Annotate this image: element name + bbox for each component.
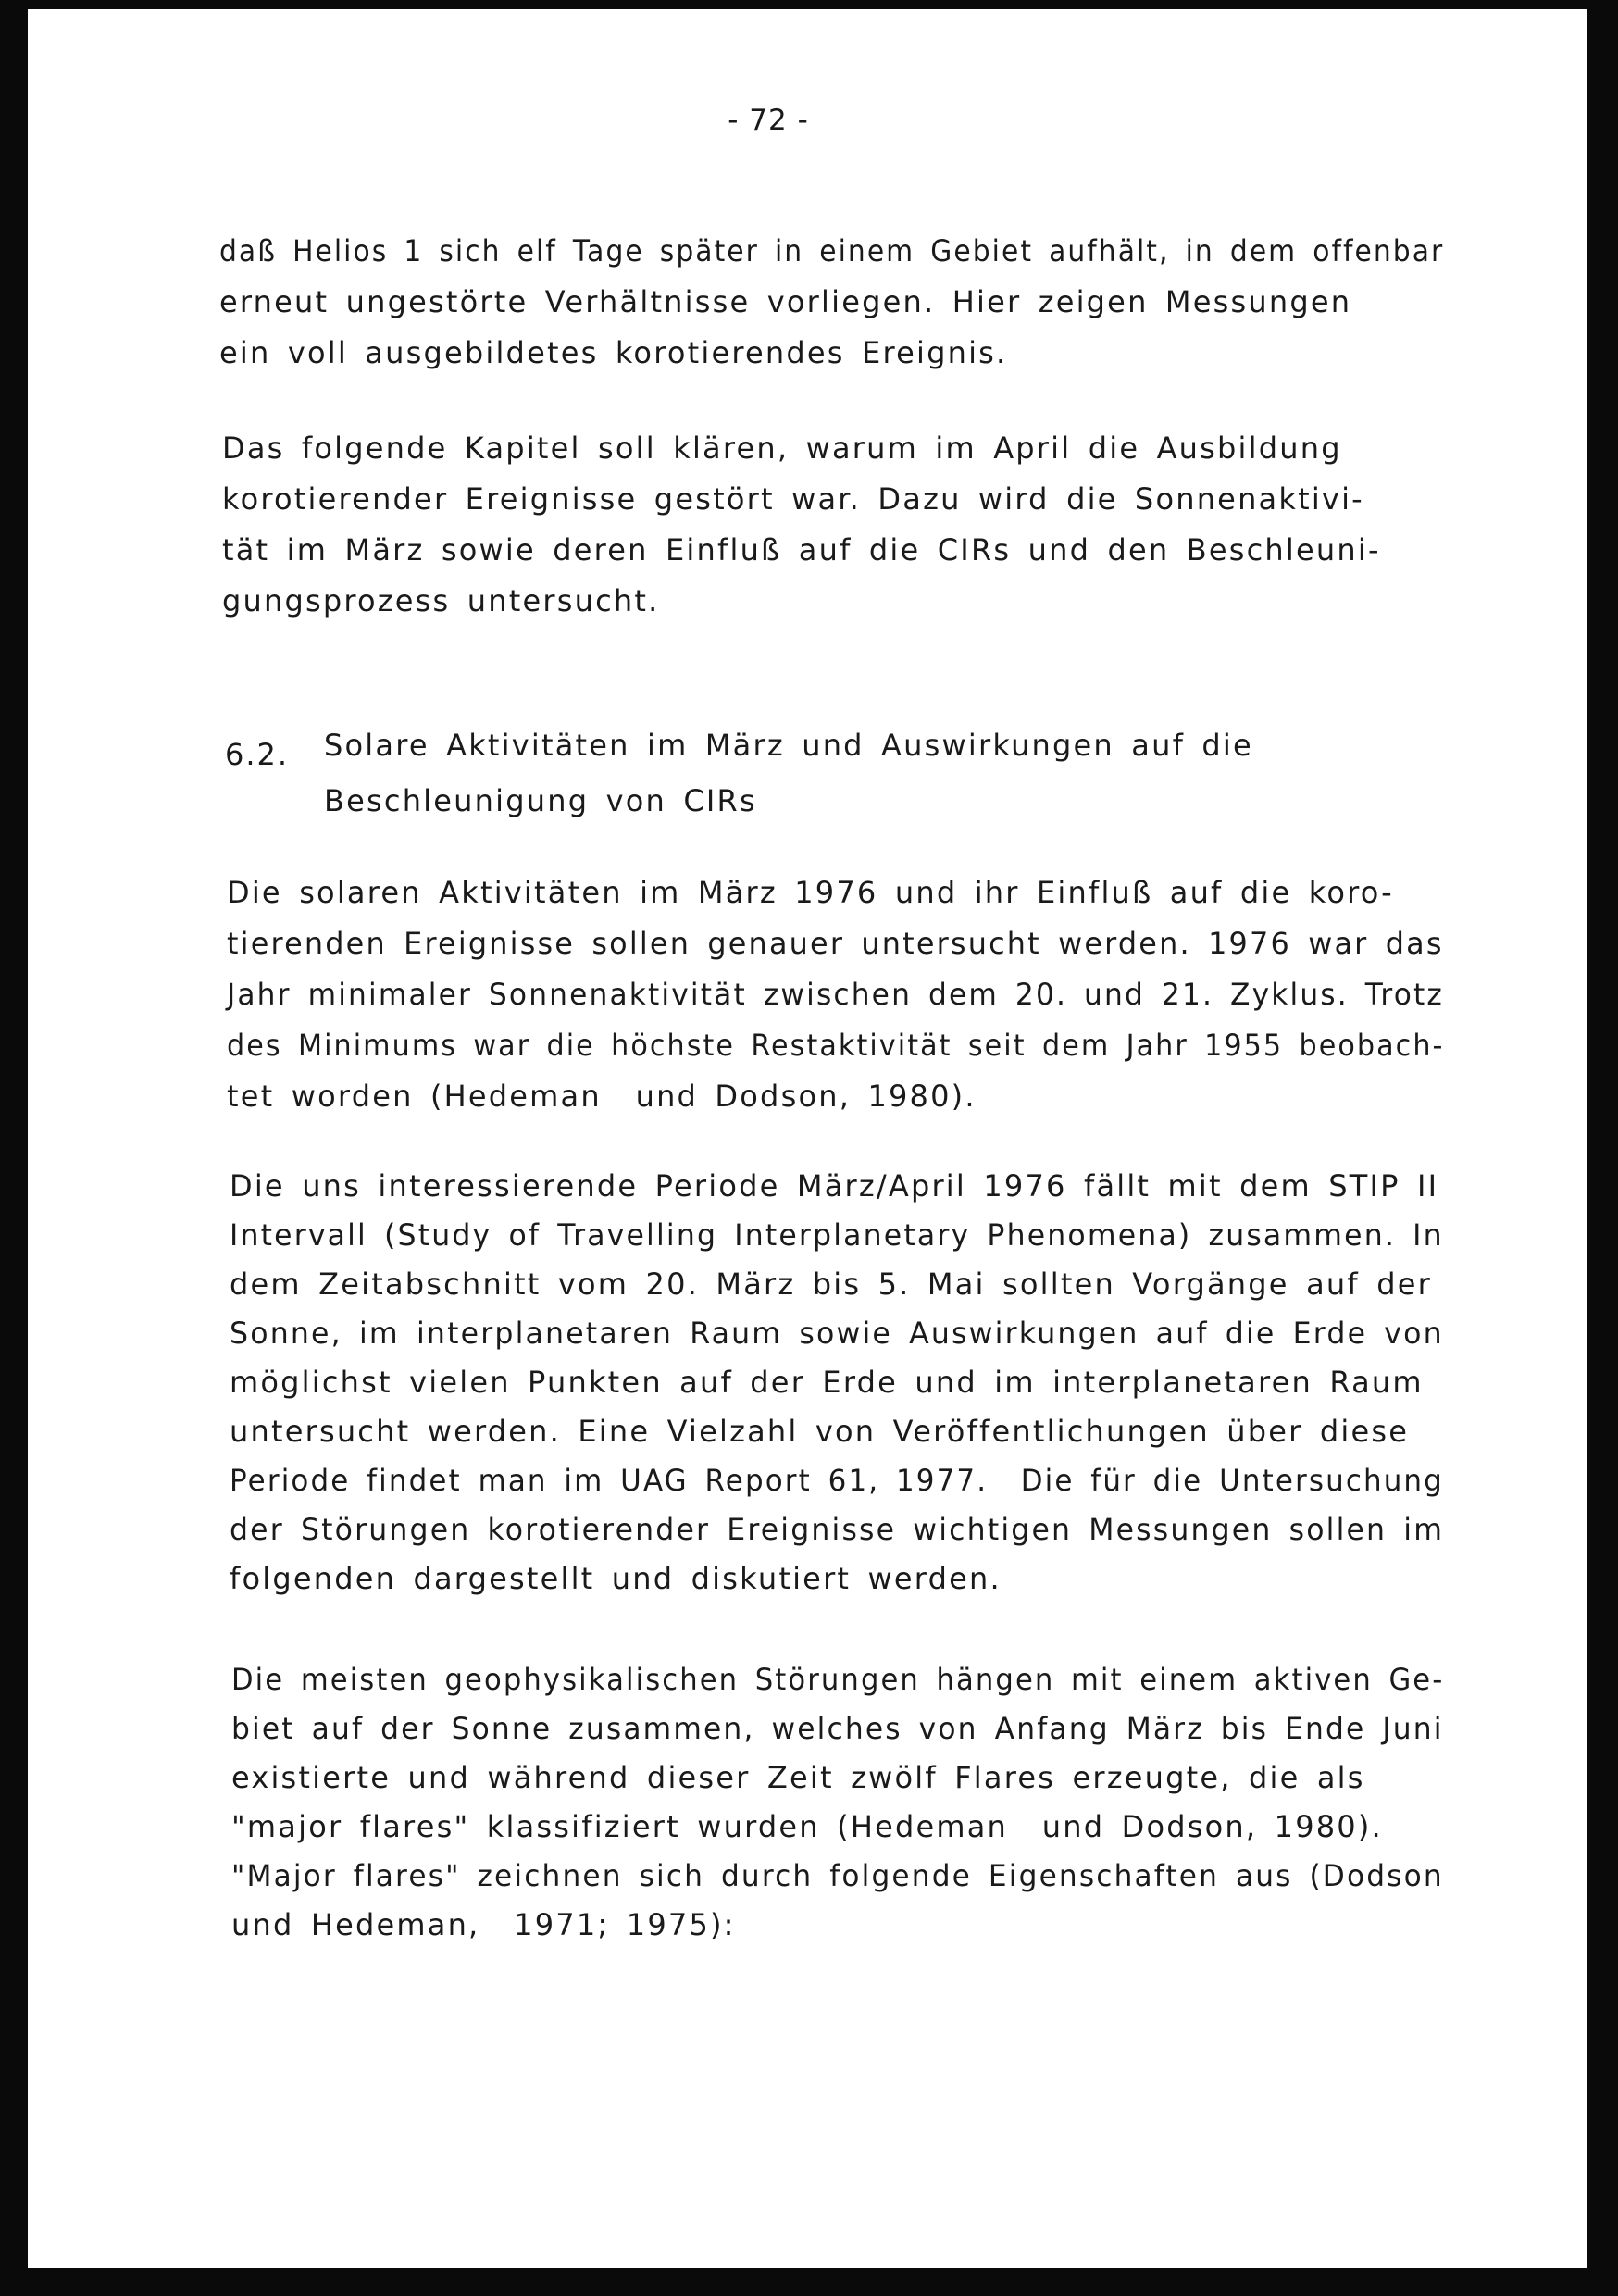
text-line: gungsprozess untersucht. [222, 583, 660, 618]
section-number: 6.2. [225, 737, 290, 772]
text-line: daß Helios 1 sich elf Tage später in einem Gebiet aufhält, in dem offenbar [219, 233, 1445, 268]
scan-border-left [0, 0, 28, 2296]
section-title-line: Beschleunigung von CIRs [324, 783, 757, 818]
text-line: biet auf der Sonne zusammen, welches von Anfang März bis Ende Juni [231, 1711, 1444, 1746]
text-line: und Hedeman, 1971; 1975): [231, 1907, 736, 1942]
text-line: ein voll ausgebildetes korotierendes Ereignis. [219, 335, 1008, 370]
text-line: tät im März sowie deren Einfluß auf die CIRs und den Beschleuni- [222, 532, 1381, 568]
text-line: Die solaren Aktivitäten im März 1976 und ihr Einfluß auf die koro- [227, 875, 1394, 910]
text-line: Periode findet man im UAG Report 61, 1977. Die für die Untersuchung [230, 1463, 1444, 1498]
scan-border-top [0, 0, 1618, 9]
text-line: Jahr minimaler Sonnenaktivität zwischen dem 20. und 21. Zyklus. Trotz [227, 977, 1444, 1012]
text-line: tierenden Ereignisse sollen genauer untersucht werden. 1976 war das [227, 926, 1444, 961]
section-title-line: Solare Aktivitäten im März und Auswirkungen auf die [324, 728, 1253, 763]
scan-border-right [1587, 0, 1618, 2296]
text-line: Intervall (Study of Travelling Interplanetary Phenomena) zusammen. In [230, 1217, 1444, 1253]
text-line: folgenden dargestellt und diskutiert werden. [230, 1561, 1002, 1596]
text-line: tet worden (Hedeman und Dodson, 1980). [227, 1079, 977, 1114]
text-line: korotierender Ereignisse gestört war. Dazu wird die Sonnenaktivi- [222, 481, 1364, 517]
text-line: Sonne, im interplanetaren Raum sowie Auswirkungen auf die Erde von [230, 1316, 1444, 1351]
text-line: Die uns interessierende Periode März/April 1976 fällt mit dem STIP II [230, 1168, 1439, 1204]
text-line: der Störungen korotierender Ereignisse wichtigen Messungen sollen im [230, 1512, 1445, 1547]
text-line: erneut ungestörte Verhältnisse vorliegen. Hier zeigen Messungen [219, 284, 1352, 319]
text-line: des Minimums war die höchste Restaktivität seit dem Jahr 1955 beobach- [227, 1028, 1445, 1063]
text-line: Das folgende Kapitel soll klären, warum im April die Ausbildung [222, 430, 1342, 466]
page-number: - 72 - [728, 104, 809, 137]
scan-border-bottom [0, 2268, 1618, 2296]
text-line: möglichst vielen Punkten auf der Erde und im interplanetaren Raum [230, 1365, 1424, 1400]
text-line: "major flares" klassifiziert wurden (Hedeman und Dodson, 1980). [231, 1809, 1383, 1844]
text-line: Die meisten geophysikalischen Störungen hängen mit einem aktiven Ge- [231, 1662, 1445, 1697]
text-line: untersucht werden. Eine Vielzahl von Veröffentlichungen über diese [230, 1414, 1410, 1449]
text-line: existierte und während dieser Zeit zwölf Flares erzeugte, die als [231, 1760, 1365, 1795]
text-line: dem Zeitabschnitt vom 20. März bis 5. Mai sollten Vorgänge auf der [230, 1267, 1432, 1302]
text-line: "Major flares" zeichnen sich durch folgende Eigenschaften aus (Dodson [231, 1858, 1444, 1893]
